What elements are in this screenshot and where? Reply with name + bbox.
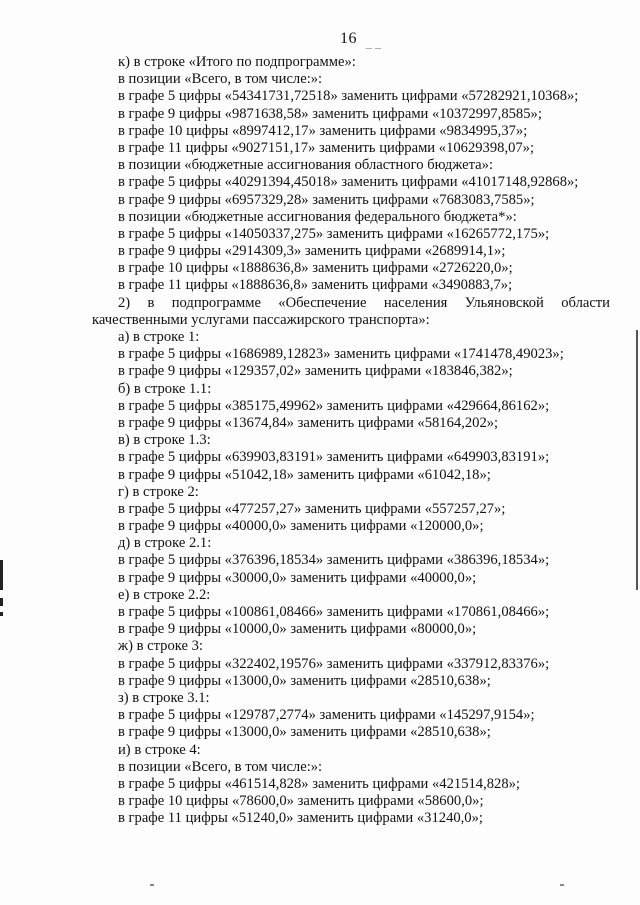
text-line: в графе 5 цифры «54341731,72518» заменить цифрами «57282921,10368»; [118,88,579,105]
text-line: в графе 9 цифры «40000,0» заменить цифрами «120000,0»; [118,518,484,535]
text-line: в графе 5 цифры «40291394,45018» заменить цифрами «41017148,92868»; [118,174,579,191]
text-line: качественными услугами пассажирского транспорта»: [92,311,430,328]
text-line: в графе 9 цифры «2914309,3» заменить цифрами «2689914,1»; [118,243,506,260]
text-line: в графе 5 цифры «1686989,12823» заменить цифрами «1741478,49023»; [118,346,564,363]
text-line: в графе 5 цифры «322402,19576» заменить цифрами «337912,83376»; [118,655,550,672]
scan-speck [150,884,154,886]
text-line: в графе 10 цифры «8997412,17» заменить цифрами «9834995,37»; [118,122,528,139]
text-line: в графе 5 цифры «14050337,275» заменить цифрами «16265772,175»; [118,225,550,242]
text-line: в графе 9 цифры «129357,02» заменить цифрами «183846,382»; [118,363,513,380]
text-line: г) в строке 2: [118,483,199,500]
text-line: в графе 9 цифры «6957329,28» заменить цифрами «7683083,7585»; [118,191,535,208]
text-line: к) в строке «Итого по подпрограмме»: [118,54,356,70]
text-line: в) в строке 1.3: [118,432,211,449]
text-line: в графе 5 цифры «477257,27» заменить цифрами «557257,27»; [118,500,506,517]
text-line: б) в строке 1.1: [118,380,212,397]
text-line: в графе 9 цифры «10000,0» заменить цифрами «80000,0»; [118,621,477,638]
text-line: в графе 9 цифры «13674,84» заменить цифрами «58164,202»; [118,414,499,431]
text-line: в позиции «Всего, в том числе:»: [118,71,323,88]
text-line: в графе 5 цифры «385175,49962» заменить цифрами «429664,86162»; [118,397,550,414]
text-line: в графе 9 цифры «51042,18» заменить цифрами «61042,18»; [118,466,491,483]
text-line: в позиции «бюджетные ассигнования областного бюджета»: [118,157,493,174]
text-line: в позиции «бюджетные ассигнования федерального бюджета*»: [118,208,517,225]
text-line: в графе 11 цифры «9027151,17» заменить цифрами «10629398,07»; [118,139,535,156]
text-line: в графе 9 цифры «13000,0» заменить цифрами «28510,638»; [118,724,491,741]
document-body [92,54,610,827]
text-line: з) в строке 3.1: [118,689,210,706]
text-line: ж) в строке 3: [118,638,203,655]
page-number-mark: _ _ [366,36,381,50]
scan-edge-left [0,0,6,905]
text-line: в позиции «Всего, в том числе:»: [118,758,323,775]
text-line: а) в строке 1: [118,329,200,345]
text-line: в графе 10 цифры «78600,0» заменить цифрами «58600,0»; [118,793,484,810]
page-number: 16 [340,30,357,47]
text-line: в графе 5 цифры «100861,08466» заменить цифрами «170861,08466»; [118,604,550,620]
scan-edge-right [636,330,638,590]
text-line: в графе 10 цифры «1888636,8» заменить цифрами «2726220,0»; [118,260,513,277]
scan-speck [560,884,564,886]
text-line: д) в строке 2.1: [118,535,212,552]
text-line: в графе 9 цифры «13000,0» заменить цифрами «28510,638»; [118,672,491,689]
text-line: в графе 11 цифры «51240,0» заменить цифрами «31240,0»; [118,810,483,827]
text-line: 2) в подпрограмме «Обеспечение населения Ульяновской области [118,294,610,311]
text-line: в графе 5 цифры «461514,828» заменить цифрами «421514,828»; [118,775,520,792]
text-line: в графе 9 цифры «9871638,58» заменить цифрами «10372997,8585»; [118,105,542,122]
text-line: в графе 9 цифры «30000,0» заменить цифрами «40000,0»; [118,569,477,586]
text-line: е) в строке 2.2: [118,586,211,603]
text-line: в графе 5 цифры «129787,2774» заменить цифрами «145297,9154»; [118,707,535,724]
text-line: и) в строке 4: [118,741,201,758]
text-line: в графе 11 цифры «1888636,8» заменить цифрами «3490883,7»; [118,277,513,294]
text-line: в графе 5 цифры «639903,83191» заменить цифрами «649903,83191»; [118,449,550,466]
text-line: в графе 5 цифры «376396,18534» заменить цифрами «386396,18534»; [118,552,550,569]
